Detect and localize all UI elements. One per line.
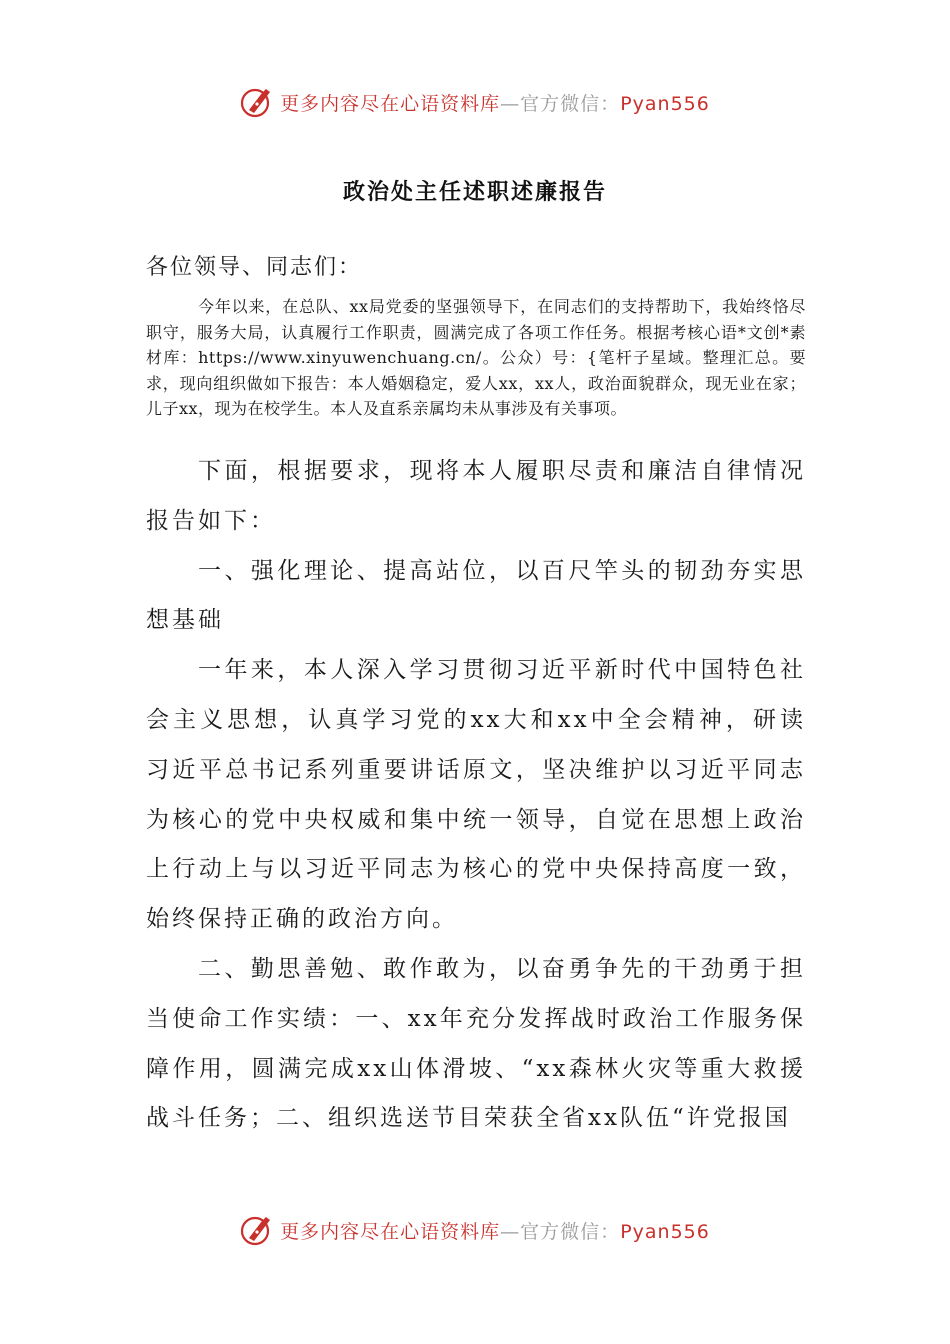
watermark-text bbox=[280, 1217, 710, 1244]
intro-paragraph: 今年以来，在总队、xx局党委的坚强领导下，在同志们的支持帮助下，我始终恪尽职守，服务大局，认真履行工作职责，圆满完成了各项工作任务。根据考核心语*文创*素材库：https://www.xinyuwenchuang.cn/。公众）号：{笔杆子星域。整理汇总。要求，现向组织做如下报告：本人婚姻稳定，爱人xx，xx人，政治面貌群众，现无业在家；儿子xx，现为在校学生。本人及直系亲属均未从事涉及有关事项。 bbox=[146, 297, 806, 418]
watermark-site-name: 更多内容尽在心语资料库 bbox=[280, 1220, 501, 1243]
section-heading: 二、勤思善勉、敢作敢为，以奋勇争先的干劲勇于担当使命工作实绩：一、xx年充分发挥战时政治工作服务保障作用，圆满完成xx山体滑坡、“xx森林火灾等重大救援战斗任务；二、组织选送节目荣获全省xx队伍“许党报国 bbox=[146, 955, 806, 1132]
watermark-text bbox=[280, 89, 710, 116]
watermark-wechat-label: 官方微信： bbox=[520, 92, 621, 115]
watermark-dash: — bbox=[500, 92, 521, 115]
document-body bbox=[146, 447, 806, 1144]
body-paragraph: 下面，根据要求，现将本人履职尽责和廉洁自律情况报告如下： bbox=[146, 458, 806, 534]
section-heading: 一、强化理论、提高站位，以百尺竿头的韧劲夯实思想基础 bbox=[146, 557, 806, 634]
watermark-dash: — bbox=[500, 1220, 521, 1243]
watermark-banner-top bbox=[0, 80, 950, 124]
document-title: 政治处主任述职述廉报告 bbox=[342, 179, 607, 205]
salutation: 各位领导、同志们： bbox=[146, 255, 363, 280]
watermark-handle: Pyan556 bbox=[620, 1220, 710, 1243]
watermark-wechat-label: 官方微信： bbox=[520, 1220, 621, 1243]
watermark-handle: Pyan556 bbox=[620, 92, 710, 115]
pen-nib-circle-icon bbox=[240, 1213, 274, 1247]
body-paragraph: 一年来，本人深入学习贯彻习近平新时代中国特色社会主义思想，认真学习党的xx大和xx中全会精神，研读习近平总书记系列重要讲话原文，坚决维护以习近平同志为核心的党中央权威和集中统一领导，自觉在思想上政治上行动上与以习近平同志为核心的党中央保持高度一致，始终保持正确的政治方向。 bbox=[146, 657, 806, 933]
pen-nib-circle-icon bbox=[240, 85, 274, 119]
watermark-banner-bottom bbox=[0, 1208, 950, 1252]
watermark-site-name: 更多内容尽在心语资料库 bbox=[280, 92, 501, 115]
